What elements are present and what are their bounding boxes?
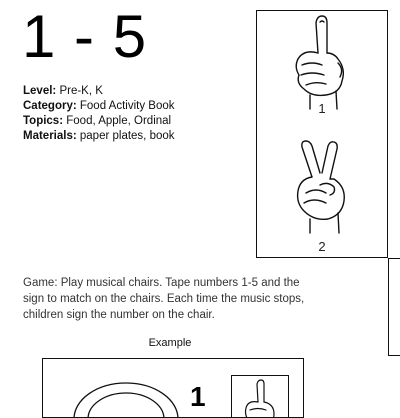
activity-meta [23,84,175,144]
plate-icon [71,379,181,418]
hand-sign-one-icon [282,13,362,111]
sign-number-one: 1 [318,101,326,116]
materials-value: paper plates, book [79,130,175,142]
materials-label: Materials: [23,130,77,142]
sign-chart-panel [256,10,388,258]
right-panel-divider [388,258,400,259]
example-label: Example [148,337,192,349]
level-value: Pre-K, K [59,85,103,97]
right-panel-edge [388,258,400,356]
category-value: Food Activity Book [79,100,175,112]
topics-label: Topics: [23,115,64,127]
hand-sign-two-icon [282,137,362,235]
example-card [42,358,304,418]
category-label: Category: [23,100,77,112]
meta-level [23,84,175,99]
example-number: 1 [190,381,206,412]
sign-number-two: 2 [318,239,326,254]
hand-sign-one-icon [232,376,288,418]
meta-materials [23,129,175,144]
example-sign-box [231,375,289,418]
sign-cell-two [257,135,387,255]
game-instructions: Game: Play musical chairs. Tape numbers 1-5 and the sign to match on the chairs. Each time the music stops, children sign the number on the chair. [23,277,305,321]
meta-topics [23,114,175,129]
sign-cell-one [257,11,387,131]
meta-category [23,99,175,114]
level-label: Level: [23,85,57,97]
page-title: 1 - 5 [22,3,148,70]
topics-value: Food, Apple, Ordinal [66,115,172,127]
